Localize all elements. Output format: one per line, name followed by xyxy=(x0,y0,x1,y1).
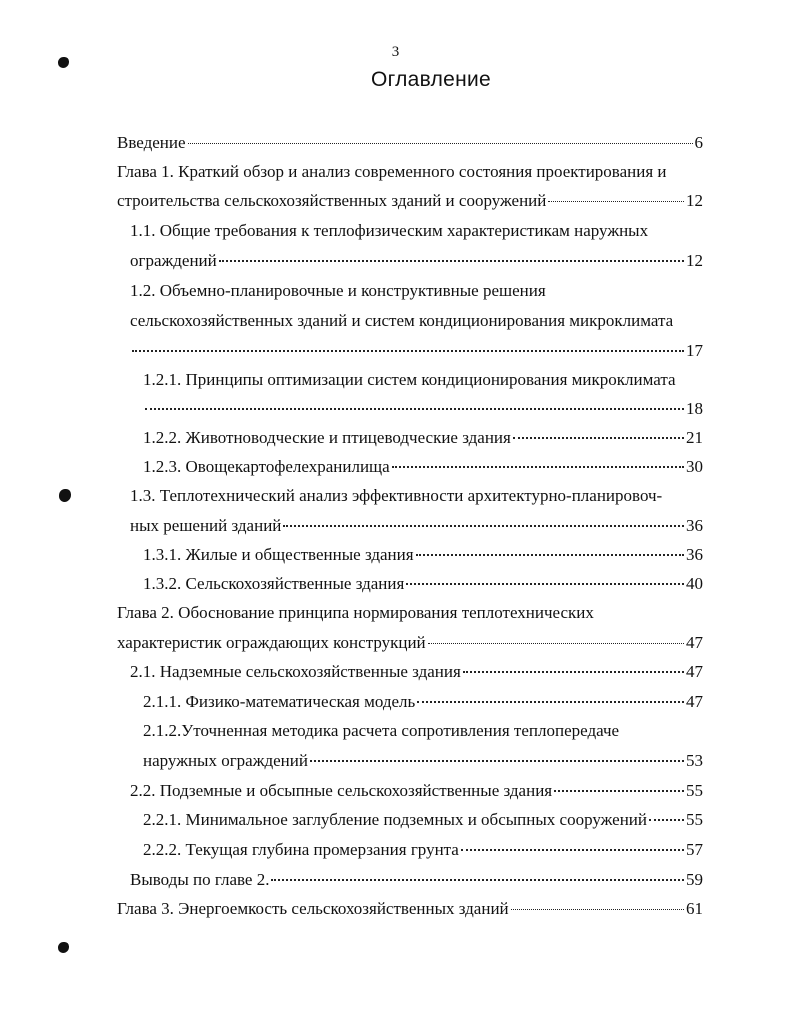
toc-entry-line: 1.3. Теплотехнический анализ эффективности архитектурно-планировоч- xyxy=(130,486,663,505)
dot-leader xyxy=(511,908,684,910)
toc-entry xyxy=(143,457,703,477)
toc-entry-line: 1.2.1. Принципы оптимизации систем кондиционирования микроклимата xyxy=(143,370,676,389)
toc-entry-label: 1.2.3. Овощекартофелехранилища xyxy=(143,457,390,476)
toc-entry-label: 2.1. Надземные сельскохозяйственные здания xyxy=(130,662,461,681)
toc-entry-page: 30 xyxy=(686,457,703,476)
toc-entry xyxy=(117,633,703,653)
toc-entry-label: Глава 3. Энергоемкость сельскохозяйственных зданий xyxy=(117,899,509,918)
binding-hole-mark xyxy=(58,942,69,953)
dot-leader xyxy=(513,436,684,439)
toc-entry xyxy=(117,191,703,211)
toc-entry xyxy=(130,251,703,271)
toc-entry-label: 2.2.1. Минимальное заглубление подземных и обсыпных сооружений xyxy=(143,810,647,829)
dot-leader xyxy=(428,642,684,644)
dot-leader xyxy=(132,349,684,352)
toc-entry-page: 59 xyxy=(686,870,703,889)
dot-leader xyxy=(554,789,684,792)
toc-entry xyxy=(143,840,703,860)
toc-entry-label: ограждений xyxy=(130,251,217,270)
toc-entry-page: 55 xyxy=(686,781,703,800)
toc-entry-page: 18 xyxy=(686,399,703,418)
toc-entry-page: 6 xyxy=(694,133,703,152)
toc-entry-page: 40 xyxy=(686,574,703,593)
dot-leader xyxy=(548,200,684,202)
toc-entry-page: 57 xyxy=(686,840,703,859)
toc-entry-line: 1.1. Общие требования к теплофизическим характеристикам наружных xyxy=(130,221,649,240)
dot-leader xyxy=(406,582,684,585)
dot-leader xyxy=(649,818,684,821)
dot-leader xyxy=(461,848,684,851)
toc-entry-page: 53 xyxy=(686,751,703,770)
toc-entry xyxy=(143,399,703,419)
toc-entry xyxy=(143,428,703,448)
dot-leader xyxy=(310,759,684,762)
toc-entry-label: Введение xyxy=(117,133,186,152)
toc-entry-page: 47 xyxy=(686,692,703,711)
toc-entry-page: 47 xyxy=(686,633,703,652)
toc-entry-line: сельскохозяйственных зданий и систем кондиционирования микроклимата xyxy=(130,311,674,330)
binding-hole-mark xyxy=(59,489,71,502)
toc-entry xyxy=(130,662,703,682)
toc-entry-page: 47 xyxy=(686,662,703,681)
toc-entry xyxy=(130,870,703,890)
dot-leader xyxy=(392,465,684,468)
toc-entry xyxy=(143,751,703,771)
binding-hole-mark xyxy=(58,57,69,68)
toc-entry xyxy=(117,133,703,153)
toc-entry-page: 55 xyxy=(686,810,703,829)
toc-entry-label: 1.3.2. Сельскохозяйственные здания xyxy=(143,574,405,593)
toc-entry-label: 1.3.1. Жилые и общественные здания xyxy=(143,545,414,564)
toc-entry-label: наружных ограждений xyxy=(143,751,308,770)
dot-leader xyxy=(416,553,684,556)
toc-entry-page: 12 xyxy=(686,251,703,270)
dot-leader xyxy=(463,670,684,673)
toc-entry xyxy=(143,545,703,565)
toc-entry-page: 12 xyxy=(686,191,703,210)
toc-entry-page: 21 xyxy=(686,428,703,447)
toc-entry-line: 2.1.2.Уточненная методика расчета сопротивления теплопередаче xyxy=(143,721,620,740)
dot-leader xyxy=(271,878,684,881)
toc-entry-line: Глава 2. Обоснование принципа нормирования теплотехнических xyxy=(117,603,594,622)
toc-entry xyxy=(143,574,703,594)
toc-entry xyxy=(130,341,703,361)
toc-entry-label: 2.1.1. Физико-математическая модель xyxy=(143,692,416,711)
dot-leader xyxy=(417,700,684,703)
toc-title: Оглавление xyxy=(370,68,492,91)
toc-entry-page: 61 xyxy=(686,899,703,918)
toc-entry xyxy=(130,781,703,801)
toc-entry-label: Выводы по главе 2. xyxy=(130,870,270,889)
toc-entry-line: 1.2. Объемно-планировочные и конструктивные решения xyxy=(130,281,546,300)
toc-entry xyxy=(117,899,703,919)
dot-leader xyxy=(219,259,684,262)
dot-leader xyxy=(145,407,684,410)
dot-leader xyxy=(283,524,684,527)
toc-entry xyxy=(143,810,703,830)
page-number: 3 xyxy=(391,44,400,60)
toc-entry-label: 2.2.2. Текущая глубина промерзания грунта xyxy=(143,840,459,859)
toc-entry-label: строительства сельскохозяйственных зданий и сооружений xyxy=(117,191,547,210)
toc-entry-line: Глава 1. Краткий обзор и анализ современного состояния проектирования и xyxy=(117,162,667,181)
toc-entry xyxy=(130,516,703,536)
toc-entry-page: 17 xyxy=(686,341,703,360)
toc-entry-page: 36 xyxy=(686,516,703,535)
toc-entry-label: 1.2.2. Животноводческие и птицеводческие здания xyxy=(143,428,511,447)
toc-entry-label: ных решений зданий xyxy=(130,516,282,535)
toc-entry xyxy=(143,692,703,712)
toc-entry-page: 36 xyxy=(686,545,703,564)
toc-entry-label: характеристик ограждающих конструкций xyxy=(117,633,426,652)
toc-entry-label: 2.2. Подземные и обсыпные сельскохозяйственные здания xyxy=(130,781,553,800)
dot-leader xyxy=(188,142,693,144)
